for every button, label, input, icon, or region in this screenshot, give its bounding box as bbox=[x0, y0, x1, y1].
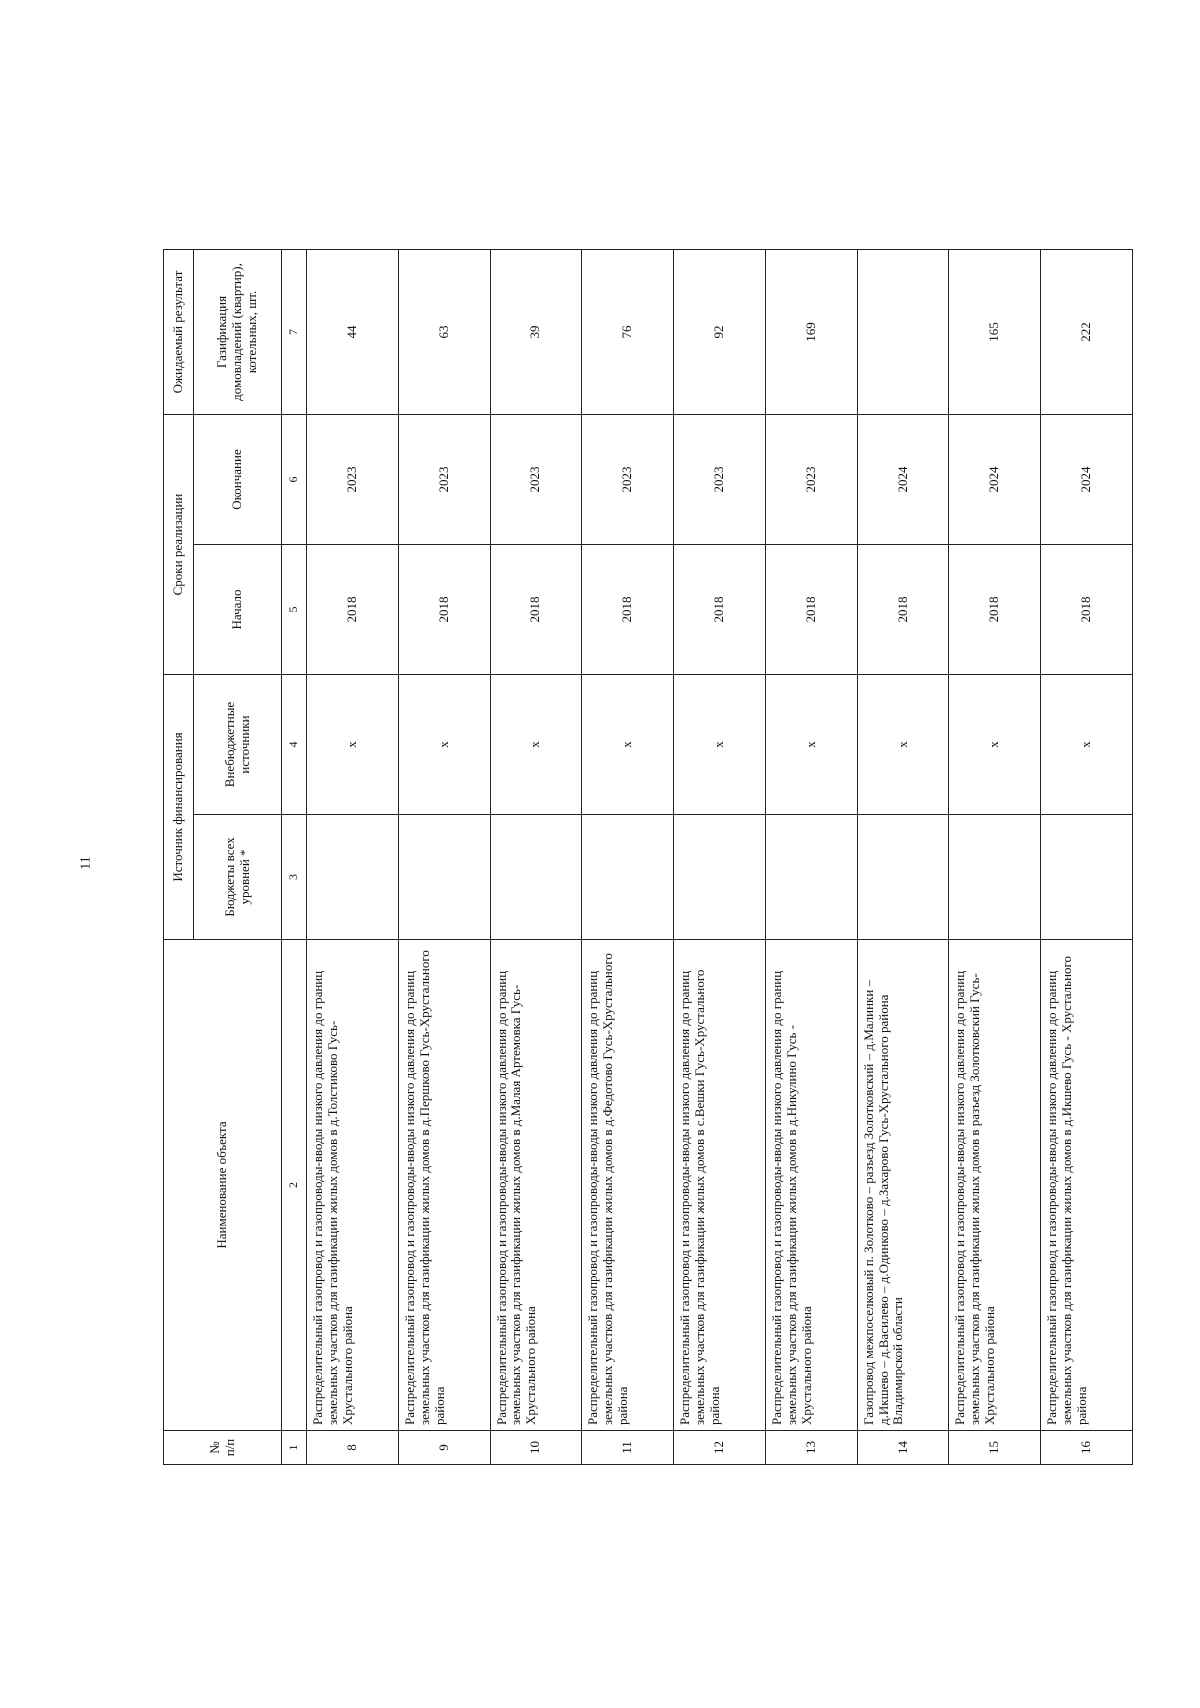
object-name: Распределительный газопровод и газопроводы-вводы низкого давления до границ земельных участков для газификации жилых домов в д.Малая Артемовка Гусь-Хрустального района bbox=[490, 940, 582, 1431]
table-row bbox=[582, 249, 674, 1464]
object-name: Распределительный газопровод и газопроводы-вводы низкого давления до границ земельных участков для газификации жилых домов в д.Толстиково Гусь-Хрустального района bbox=[307, 940, 399, 1431]
col-number: 2 bbox=[282, 940, 307, 1431]
table-row bbox=[490, 249, 582, 1464]
header-financing: Источник финансирования bbox=[164, 675, 194, 940]
start-year: 2018 bbox=[582, 545, 674, 675]
page-number: 11 bbox=[78, 856, 94, 870]
extrabudget-cell: x bbox=[307, 675, 399, 815]
result-count: 76 bbox=[582, 249, 674, 414]
result-count: 165 bbox=[949, 249, 1041, 414]
result-count: 92 bbox=[674, 249, 766, 414]
header-extrabudget: Внебюджетные источники bbox=[194, 675, 282, 815]
result-count: 44 bbox=[307, 249, 399, 414]
col-number: 6 bbox=[282, 414, 307, 544]
row-number: 10 bbox=[490, 1431, 582, 1465]
object-name: Газопровод межпоселковый п. Золотково – разъезд Золотковский – д.Малинки – д.Икшево – д.Василево – д.Одинково – д.Захарово Гусь-Хрустального района Владимирской области bbox=[857, 940, 949, 1431]
header-num: № п/п bbox=[164, 1431, 282, 1465]
end-year: 2023 bbox=[582, 414, 674, 544]
budget-cell bbox=[398, 815, 490, 940]
col-number: 4 bbox=[282, 675, 307, 815]
row-number: 8 bbox=[307, 1431, 399, 1465]
extrabudget-cell: x bbox=[582, 675, 674, 815]
table-row bbox=[307, 249, 399, 1464]
budget-cell bbox=[1041, 815, 1133, 940]
end-year: 2023 bbox=[674, 414, 766, 544]
table-row bbox=[765, 249, 857, 1464]
object-name: Распределительный газопровод и газопроводы-вводы низкого давления до границ земельных участков для газификации жилых домов в д.Никулино Гусь - Хрустального района bbox=[765, 940, 857, 1431]
row-number: 14 bbox=[857, 1431, 949, 1465]
result-count: 63 bbox=[398, 249, 490, 414]
header-name: Наименование объекта bbox=[164, 940, 282, 1431]
col-number: 7 bbox=[282, 249, 307, 414]
object-name: Распределительный газопровод и газопроводы-вводы низкого давления до границ земельных участков для газификации жилых домов в с.Вешки Гусь-Хрустального района bbox=[674, 940, 766, 1431]
end-year: 2023 bbox=[490, 414, 582, 544]
start-year: 2018 bbox=[307, 545, 399, 675]
header-result-group: Ожидаемый результат bbox=[164, 249, 194, 414]
result-count: 39 bbox=[490, 249, 582, 414]
row-number: 12 bbox=[674, 1431, 766, 1465]
object-name: Распределительный газопровод и газопроводы-вводы низкого давления до границ земельных участков для газификации жилых домов в д.Федотово Гусь-Хрустального района bbox=[582, 940, 674, 1431]
start-year: 2018 bbox=[490, 545, 582, 675]
col-number: 3 bbox=[282, 815, 307, 940]
header-end: Окончание bbox=[194, 414, 282, 544]
budget-cell bbox=[307, 815, 399, 940]
end-year: 2023 bbox=[398, 414, 490, 544]
table-row bbox=[1041, 249, 1133, 1464]
row-number: 11 bbox=[582, 1431, 674, 1465]
extrabudget-cell: x bbox=[949, 675, 1041, 815]
table-row bbox=[949, 249, 1041, 1464]
end-year: 2023 bbox=[765, 414, 857, 544]
table-header bbox=[164, 249, 307, 1464]
table-row bbox=[857, 249, 949, 1464]
table-row bbox=[674, 249, 766, 1464]
extrabudget-cell: x bbox=[674, 675, 766, 815]
budget-cell bbox=[490, 815, 582, 940]
start-year: 2018 bbox=[765, 545, 857, 675]
extrabudget-cell: x bbox=[490, 675, 582, 815]
result-count: 169 bbox=[765, 249, 857, 414]
start-year: 2018 bbox=[949, 545, 1041, 675]
column-numbers-row bbox=[282, 249, 307, 1464]
object-name: Распределительный газопровод и газопроводы-вводы низкого давления до границ земельных участков для газификации жилых домов в д.Першково Гусь-Хрустального района bbox=[398, 940, 490, 1431]
start-year: 2018 bbox=[857, 545, 949, 675]
start-year: 2018 bbox=[398, 545, 490, 675]
extrabudget-cell: x bbox=[398, 675, 490, 815]
header-start: Начало bbox=[194, 545, 282, 675]
object-name: Распределительный газопровод и газопроводы-вводы низкого давления до границ земельных участков для газификации жилых домов в д.Икшево Гусь - Хрустального района bbox=[1041, 940, 1133, 1431]
budget-cell bbox=[765, 815, 857, 940]
col-number: 1 bbox=[282, 1431, 307, 1465]
end-year: 2024 bbox=[949, 414, 1041, 544]
end-year: 2023 bbox=[307, 414, 399, 544]
end-year: 2024 bbox=[1041, 414, 1133, 544]
budget-cell bbox=[674, 815, 766, 940]
extrabudget-cell: x bbox=[1041, 675, 1133, 815]
gasification-objects-table bbox=[163, 249, 1133, 1465]
header-timing: Сроки реализации bbox=[164, 414, 194, 674]
rotated-table-container bbox=[163, 250, 1133, 1465]
object-name: Распределительный газопровод и газопроводы-вводы низкого давления до границ земельных участков для газификации жилых домов в разъезд Золотковский Гусь-Хрустального района bbox=[949, 940, 1041, 1431]
extrabudget-cell: x bbox=[765, 675, 857, 815]
result-count: 222 bbox=[1041, 249, 1133, 414]
row-number: 16 bbox=[1041, 1431, 1133, 1465]
table-body bbox=[307, 249, 1133, 1464]
budget-cell bbox=[949, 815, 1041, 940]
row-number: 9 bbox=[398, 1431, 490, 1465]
table-row bbox=[398, 249, 490, 1464]
header-budgets: Бюджеты всех уровней * bbox=[194, 815, 282, 940]
row-number: 13 bbox=[765, 1431, 857, 1465]
extrabudget-cell: x bbox=[857, 675, 949, 815]
start-year: 2018 bbox=[674, 545, 766, 675]
col-number: 5 bbox=[282, 545, 307, 675]
budget-cell bbox=[582, 815, 674, 940]
row-number: 15 bbox=[949, 1431, 1041, 1465]
budget-cell bbox=[857, 815, 949, 940]
end-year: 2024 bbox=[857, 414, 949, 544]
result-count bbox=[857, 249, 949, 414]
header-result: Газификация домовладений (квартир), котельных, шт. bbox=[194, 249, 282, 414]
start-year: 2018 bbox=[1041, 545, 1133, 675]
